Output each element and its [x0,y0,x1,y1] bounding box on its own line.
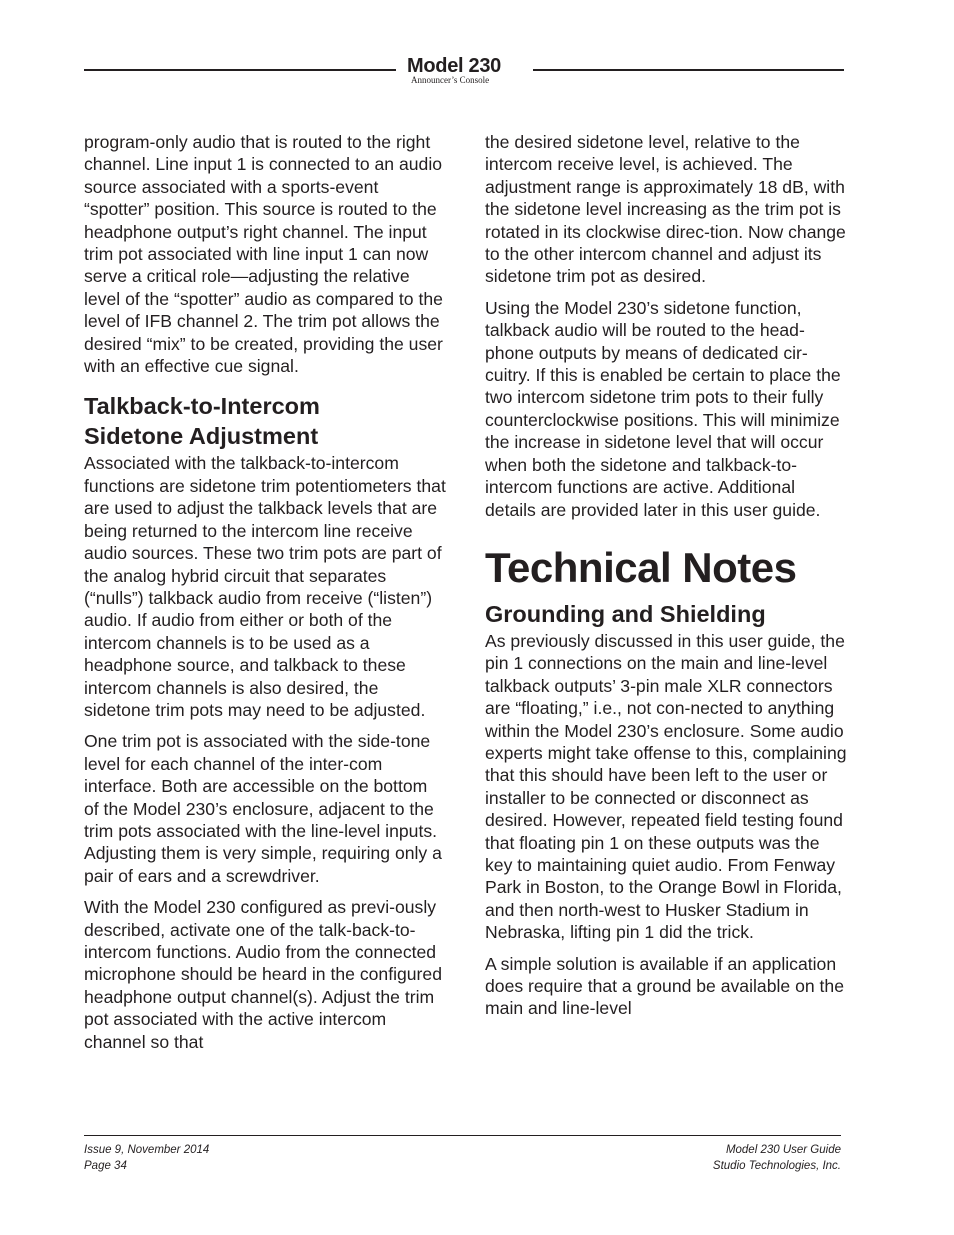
header-title: Model 230 [407,55,501,77]
right-paragraph-1: the desired sidetone level, relative to the intercom receive level, is achieved. The adjustment range is approximately 18 dB, with the sidetone level increasing as the trim pot is rotated in its clockwise direc-tion. Now change to the other intercom channel and adjust its sidetone trim pot as desired. [485,132,846,287]
right-paragraph-3: As previously discussed in this user guide, the pin 1 connections on the main and line-level talkback outputs’ 3-pin male XLR connectors are “floating,” i.e., not con-nected to anything within the Model 230’s enclosure. Some audio experts might take offense to this, complaining that this should have been left to the user or installer to be connected or disconnect as desired. However, repeated field testing found that floating pin 1 on these outputs was the key to maintaining quiet audio. From Fenway Park in Boston, to the Orange Bowl in Florida, and then north-west to Husker Stadium in Nebraska, lifting pin 1 did the trick. [485,630,847,943]
footer-rule [84,1135,841,1136]
left-paragraph-2: Associated with the talkback-to-intercom functions are sidetone trim potentiometers that are used to adjust the talkback levels that are being returned to the intercom line receive audio sources. These two trim pots are part of the analog hybrid circuit that separates (“nulls”) talkback audio from receive (“listen”) audio. If audio from either or both of the intercom channels is to be used as a headphone source, and talkback to these intercom channels is also desired, the sidetone trim pots may need to be adjusted. [84,453,446,720]
left-paragraph-3: One trim pot is associated with the side-tone level for each channel of the inter-com interface. Both are accessible on the bottom of the Model 230’s enclosure, adjacent to the trim pots associated with the line-level inputs. Adjusting them is very simple, requiring only a pair of ears and a screwdriver. [84,731,442,886]
footer-right [713,1143,841,1174]
left-column [84,131,446,1062]
footer-issue: Issue 9, November 2014 [84,1144,210,1156]
right-paragraph-4: A simple solution is available if an application does require that a ground be available on the main and line-level [485,953,844,1019]
left-paragraph-1: program-only audio that is routed to the right channel. Line input 1 is connected to an audio source associated with a sports-event “spotter” position. This source is routed to the headphone output’s right channel. The input trim pot associated with line input 1 can now serve a critical role—adjusting the relative level of the “spotter” audio as compared to the level of IFB channel 2. The trim pot allows the desired “mix” to be created, providing the user with an effective cue signal. [84,132,443,377]
footer-page-number: Page 34 [84,1159,127,1172]
footer-left [84,1143,209,1174]
header-subtitle: Announcer’s Console [411,75,490,85]
right-paragraph-2: Using the Model 230’s sidetone function, talkback audio will be routed to the head-phone outputs by means of dedicated cir-cuitry. If this is enabled be certain to place the two intercom sidetone trim pots to their fully counterclockwise positions. This will minimize the increase in sidetone level that will occur when both the sidetone and talkback-to-intercom functions are active. Additional details are provided later in this user guide. [485,297,841,520]
header-logo [407,56,521,85]
left-paragraph-4: With the Model 230 configured as previ-ously described, activate one of the talk-back-to-intercom functions. Audio from the connected microphone should be heard in the configured headphone output channel(s). Adjust the trim pot associated with the active intercom channel so that [84,897,442,1052]
header-rule-right [533,69,844,71]
grounding-shielding-heading: Grounding and Shielding [485,600,766,627]
right-column [485,131,847,1029]
talkback-sidetone-heading [84,391,446,451]
footer-company: Studio Technologies, Inc. [712,1159,841,1172]
footer-guide-title: Model 230 User Guide [725,1144,841,1156]
heading-line-1: Talkback-to-Intercom [84,393,320,420]
header-rule-left [84,69,396,71]
technical-notes-title: Technical Notes [485,543,797,591]
heading-line-2: Sidetone Adjustment [84,423,319,450]
